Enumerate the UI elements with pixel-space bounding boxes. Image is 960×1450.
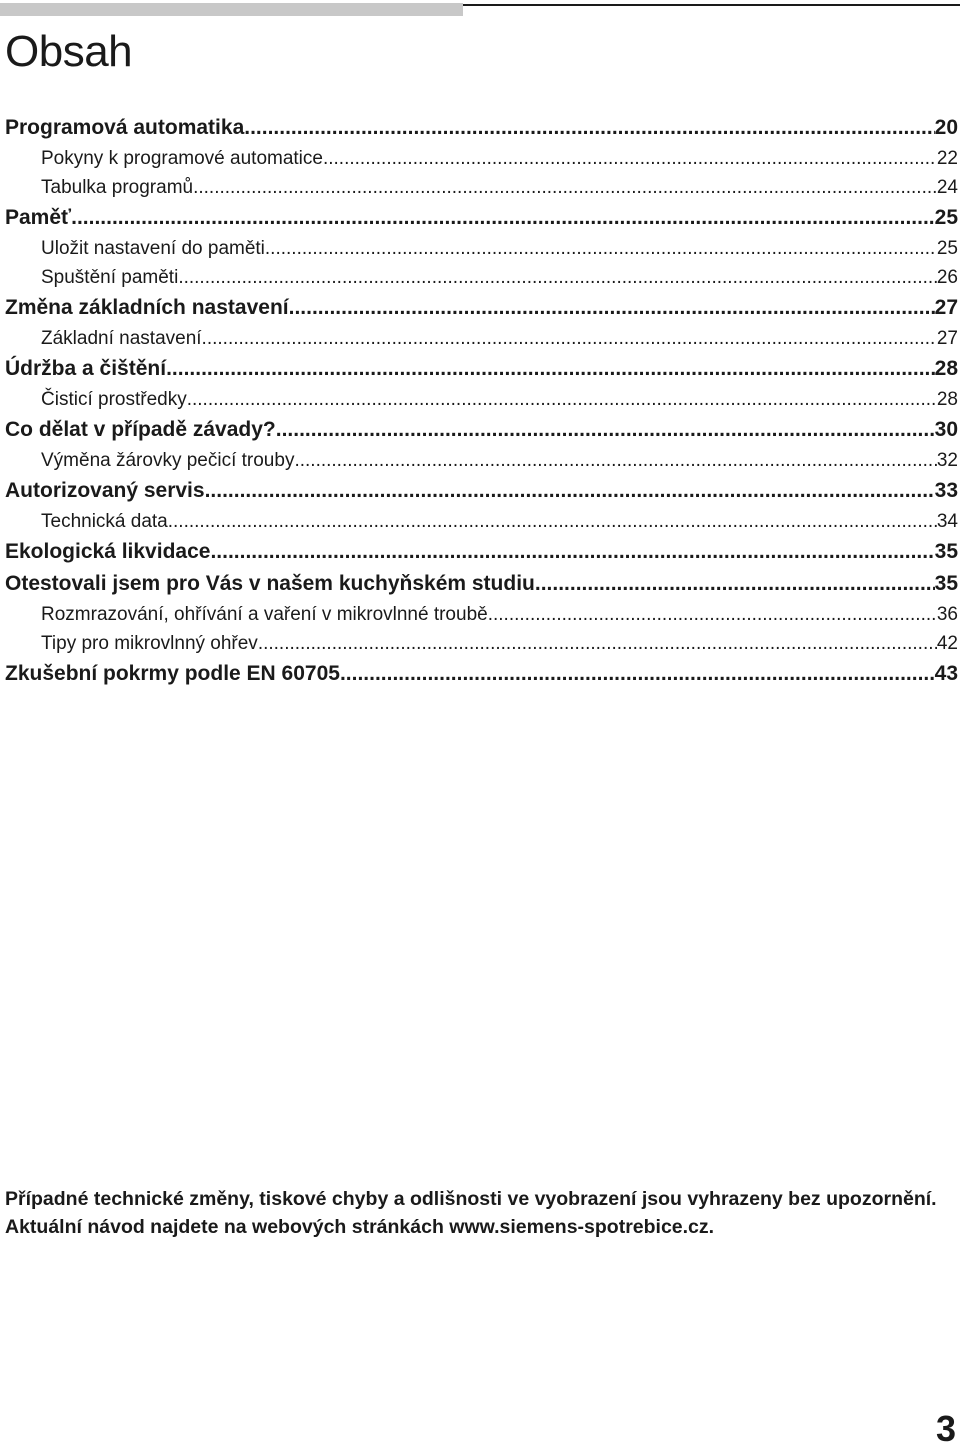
toc-dot-leader	[265, 234, 937, 263]
toc-entry-page: 28	[936, 389, 958, 410]
toc-entry-page: 28	[934, 357, 958, 380]
toc-entry[interactable]	[5, 292, 958, 324]
toc-dot-leader	[210, 536, 934, 568]
toc-dot-leader	[294, 446, 936, 475]
toc-entry-label: Změna základních nastavení	[5, 296, 289, 319]
toc-entry[interactable]	[5, 112, 958, 144]
toc-entry-label: Tabulka programů	[41, 177, 194, 198]
toc-entry-label: Rozmrazování, ohřívání a vaření v mikrovlnné troubě	[41, 604, 488, 625]
toc-entry[interactable]	[5, 144, 958, 173]
toc-entry-page: 36	[936, 604, 958, 625]
toc-entry-page: 32	[936, 450, 958, 471]
toc-dot-leader	[340, 658, 935, 690]
toc-entry-page: 34	[936, 511, 958, 532]
toc-dot-leader	[244, 112, 934, 144]
toc-entry-page: 27	[936, 328, 958, 349]
toc-entry-page: 22	[936, 148, 958, 169]
toc-entry-label: Pokyny k programové automatice	[41, 148, 323, 169]
toc-entry[interactable]	[5, 173, 958, 202]
toc-entry-page: 25	[936, 238, 958, 259]
toc-entry-page: 35	[934, 540, 958, 563]
toc-entry-page: 25	[934, 206, 958, 229]
toc-dot-leader	[535, 568, 935, 600]
toc-dot-leader	[289, 292, 935, 324]
toc-entry-label: Autorizovaný servis	[5, 479, 205, 502]
toc-entry-page: 35	[934, 572, 958, 595]
toc-entry-label: Technická data	[41, 511, 168, 532]
toc-entry[interactable]	[5, 324, 958, 353]
table-of-contents	[5, 112, 958, 690]
toc-entry[interactable]	[5, 600, 958, 629]
toc-entry-page: 26	[936, 267, 958, 288]
toc-entry-label: Co dělat v případě závady?	[5, 418, 276, 441]
toc-entry[interactable]	[5, 202, 958, 234]
toc-dot-leader	[258, 629, 937, 658]
page-title: Obsah	[5, 27, 133, 76]
toc-entry-label: Čisticí prostředky	[41, 389, 187, 410]
toc-dot-leader	[193, 173, 937, 202]
toc-dot-leader	[276, 414, 935, 446]
toc-entry-label: Zkušební pokrmy podle EN 60705	[5, 662, 340, 685]
toc-entry-page: 24	[936, 177, 958, 198]
toc-entry[interactable]	[5, 263, 958, 292]
toc-entry-label: Otestovali jsem pro Vás v našem kuchyňském studiu	[5, 572, 535, 595]
toc-dot-leader	[488, 600, 937, 629]
page-number: 3	[935, 1408, 956, 1449]
toc-entry[interactable]	[5, 385, 958, 414]
toc-entry[interactable]	[5, 234, 958, 263]
toc-entry[interactable]	[5, 629, 958, 658]
toc-entry[interactable]	[5, 446, 958, 475]
toc-entry[interactable]	[5, 658, 958, 690]
toc-entry-page: 27	[934, 296, 958, 319]
toc-entry[interactable]	[5, 414, 958, 446]
toc-dot-leader	[168, 507, 937, 536]
toc-entry[interactable]	[5, 507, 958, 536]
toc-dot-leader	[166, 353, 935, 385]
header-rule-line	[463, 4, 960, 6]
toc-entry-page: 33	[934, 479, 958, 502]
toc-entry-page: 43	[934, 662, 958, 685]
toc-entry[interactable]	[5, 568, 958, 600]
toc-entry[interactable]	[5, 475, 958, 507]
toc-entry-page: 42	[936, 633, 958, 654]
toc-entry-label: Uložit nastavení do paměti	[41, 238, 265, 259]
toc-entry-label: Ekologická likvidace	[5, 540, 211, 563]
toc-entry-label: Tipy pro mikrovlnný ohřev	[41, 633, 258, 654]
toc-entry-page: 20	[934, 116, 958, 139]
footer-note: Případné technické změny, tiskové chyby a odlišnosti ve vyobrazení jsou vyhrazeny bez upozornění. Aktuální návod najdete na webových stránkách www.siemens-spotrebice.cz.	[5, 1188, 937, 1238]
toc-entry-label: Spuštění paměti	[41, 267, 179, 288]
toc-dot-leader	[187, 385, 937, 414]
toc-dot-leader	[323, 144, 937, 173]
toc-entry-label: Výměna žárovky pečicí trouby	[41, 450, 295, 471]
toc-dot-leader	[202, 324, 937, 353]
toc-dot-leader	[205, 475, 935, 507]
toc-entry-label: Základní nastavení	[41, 328, 202, 349]
toc-entry[interactable]	[5, 353, 958, 385]
toc-entry-label: Údržba a čištění	[5, 357, 167, 380]
toc-entry-label: Paměť	[5, 206, 72, 229]
toc-entry-label: Programová automatika	[5, 116, 245, 139]
toc-dot-leader	[178, 263, 937, 292]
toc-dot-leader	[71, 202, 935, 234]
toc-entry[interactable]	[5, 536, 958, 568]
toc-entry-page: 30	[934, 418, 958, 441]
header-rule-accent	[0, 3, 463, 16]
